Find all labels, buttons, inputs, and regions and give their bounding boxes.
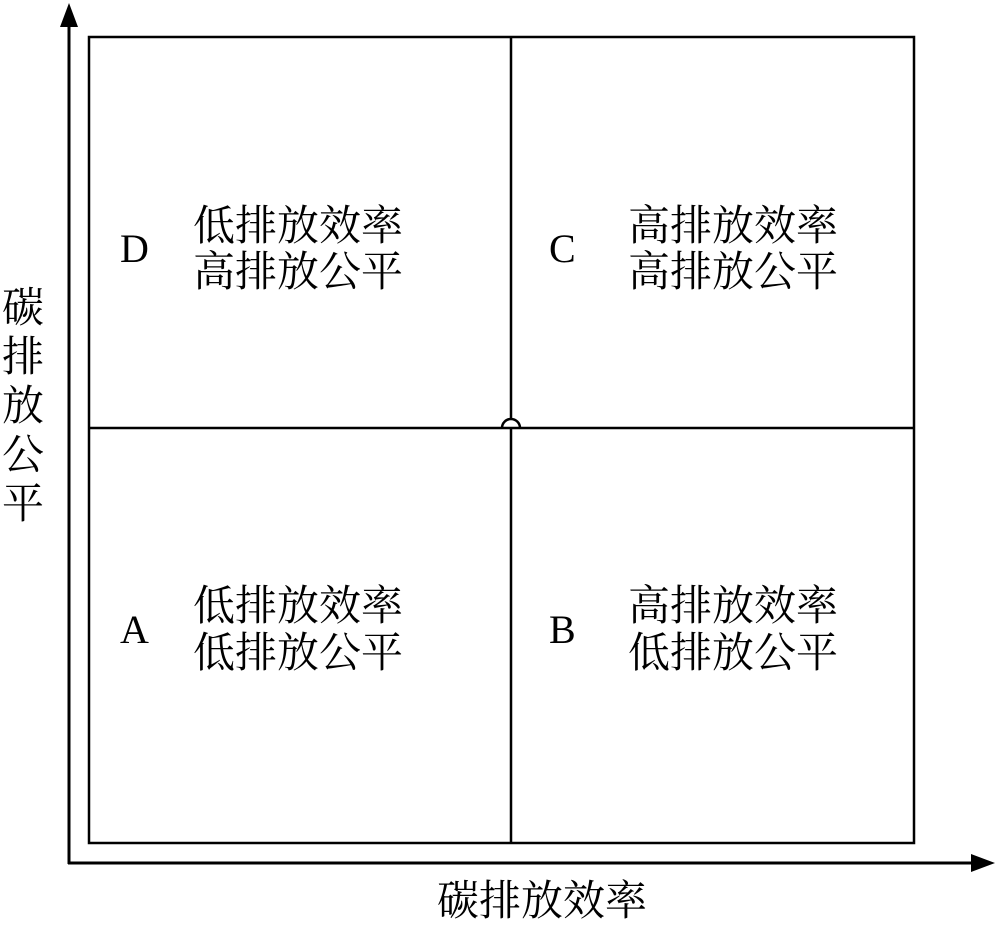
quadrant-b-letter: B: [549, 607, 576, 652]
y-axis-title-char-4: 公: [2, 430, 45, 479]
quadrant-b: [549, 581, 838, 677]
quadrant-c-line2: 高排放公平: [628, 247, 839, 296]
quadrant-d-letter: D: [120, 226, 149, 271]
quadrant-d-line1: 低排放效率: [193, 201, 404, 250]
quadrant-d: [120, 201, 403, 296]
y-axis-title-char-1: 碳: [2, 283, 45, 332]
quadrant-a: [120, 581, 403, 677]
y-axis-title-char-2: 排: [2, 332, 45, 381]
quadrant-b-line2: 低排放公平: [628, 628, 839, 677]
x-axis-arrowhead: [971, 854, 995, 872]
quadrant-a-letter: A: [120, 607, 149, 652]
outer-box: [89, 37, 914, 843]
quadrant-grid: [89, 37, 914, 843]
x-axis-title: 碳排放效率: [437, 876, 648, 925]
quadrant-b-line1: 高排放效率: [628, 581, 839, 630]
quadrant-a-line1: 低排放效率: [193, 581, 404, 630]
quadrant-c-letter: C: [549, 226, 576, 271]
quadrant-c: [549, 201, 838, 296]
quadrant-c-line1: 高排放效率: [628, 201, 839, 250]
y-axis-title-char-5: 平: [2, 479, 45, 528]
quadrant-d-line2: 高排放公平: [193, 247, 404, 296]
quadrant-a-line2: 低排放公平: [193, 628, 404, 677]
y-axis-title-char-3: 放: [2, 381, 45, 430]
axes: [60, 3, 995, 872]
vertical-divider-crossover: [502, 419, 520, 428]
y-axis-arrowhead: [60, 3, 78, 27]
y-axis-title: [2, 283, 44, 528]
